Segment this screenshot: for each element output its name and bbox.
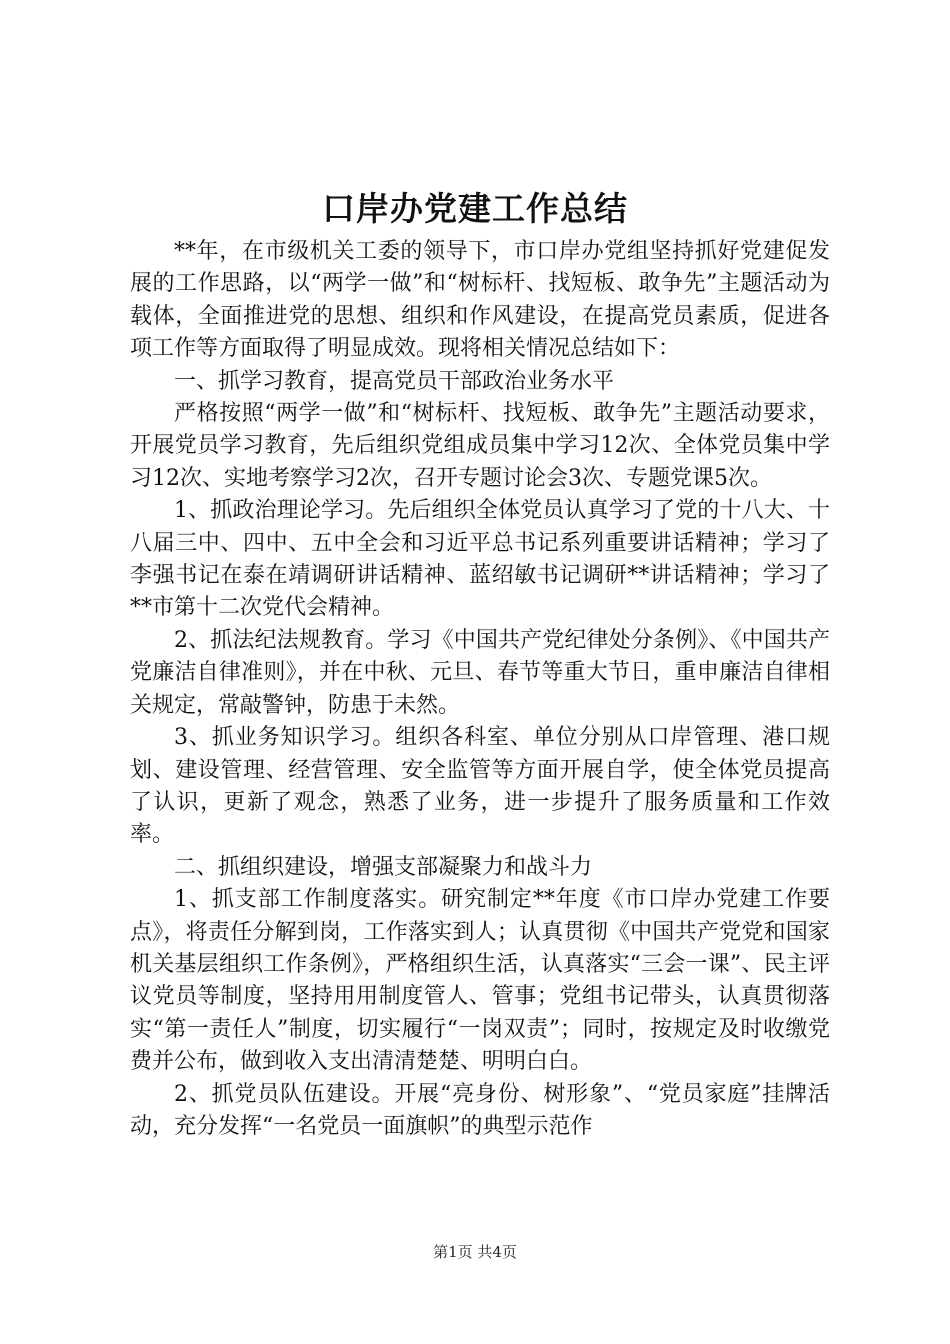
paragraph: 严格按照“两学一做”和“树标杆、找短板、敢争先”主题活动要求，开展党员学习教育，先后组织党组成员集中学习12次、全体党员集中学习12次、实地考察学习2次，召开专题讨论会3次、专题党课5次。 <box>130 401 830 491</box>
paragraph-intro: **年，在市级机关工委的领导下，市口岸办党组坚持抓好党建促发展的工作思路，以“两学一做”和“树标杆、找短板、敢争先”主题活动为载体，全面推进党的思想、组织和作风建设，在提高党员素质，促进各项工作等方面取得了明显成效。现将相关情况总结如下： <box>130 239 830 362</box>
page-footer: 第1页 共4页 <box>433 1243 517 1261</box>
paragraph: 1、抓政治理论学习。先后组织全体党员认真学习了党的十八大、十八届三中、四中、五中全会和习近平总书记系列重要讲话精神；学习了李强书记在泰在靖调研讲话精神、蓝绍敏书记调研**讲话精神；学习了**市第十二次党代会精神。 <box>130 498 830 621</box>
paragraph: 2、抓党员队伍建设。开展“亮身份、树形象”、“党员家庭”挂牌活动，充分发挥“一名党员一面旗帜”的典型示范作 <box>130 1081 830 1139</box>
document-body <box>130 236 830 1143</box>
paragraph: 1、抓支部工作制度落实。研究制定**年度《市口岸办党建工作要点》，将责任分解到岗，工作落实到人；认真贯彻《中国共产党党和国家机关基层组织工作条例》，严格组织生活，认真落实“三会一课”、民主评议党员等制度，坚持用用制度管人、管事；党组书记带头，认真贯彻落实“第一责任人”制度，切实履行“一岗双责”；同时，按规定及时收缴党费并公布，做到收入支出清清楚楚、明明白白。 <box>130 887 830 1075</box>
section-heading-2: 二、抓组织建设，增强支部凝聚力和战斗力 <box>174 854 593 880</box>
paragraph: 2、抓法纪法规教育。学习《中国共产党纪律处分条例》、《中国共产党廉洁自律准则》，并在中秋、元旦、春节等重大节日，重申廉洁自律相关规定，常敲警钟，防患于未然。 <box>130 627 830 718</box>
document-title: 口岸办党建工作总结 <box>322 189 628 228</box>
paragraph: 3、抓业务知识学习。组织各科室、单位分别从口岸管理、港口规划、建设管理、经营管理、安全监管等方面开展自学，使全体党员提高了认识，更新了观念，熟悉了业务，进一步提升了服务质量和工作效率。 <box>130 725 830 848</box>
section-heading-1: 一、抓学习教育，提高党员干部政治业务水平 <box>174 368 615 394</box>
